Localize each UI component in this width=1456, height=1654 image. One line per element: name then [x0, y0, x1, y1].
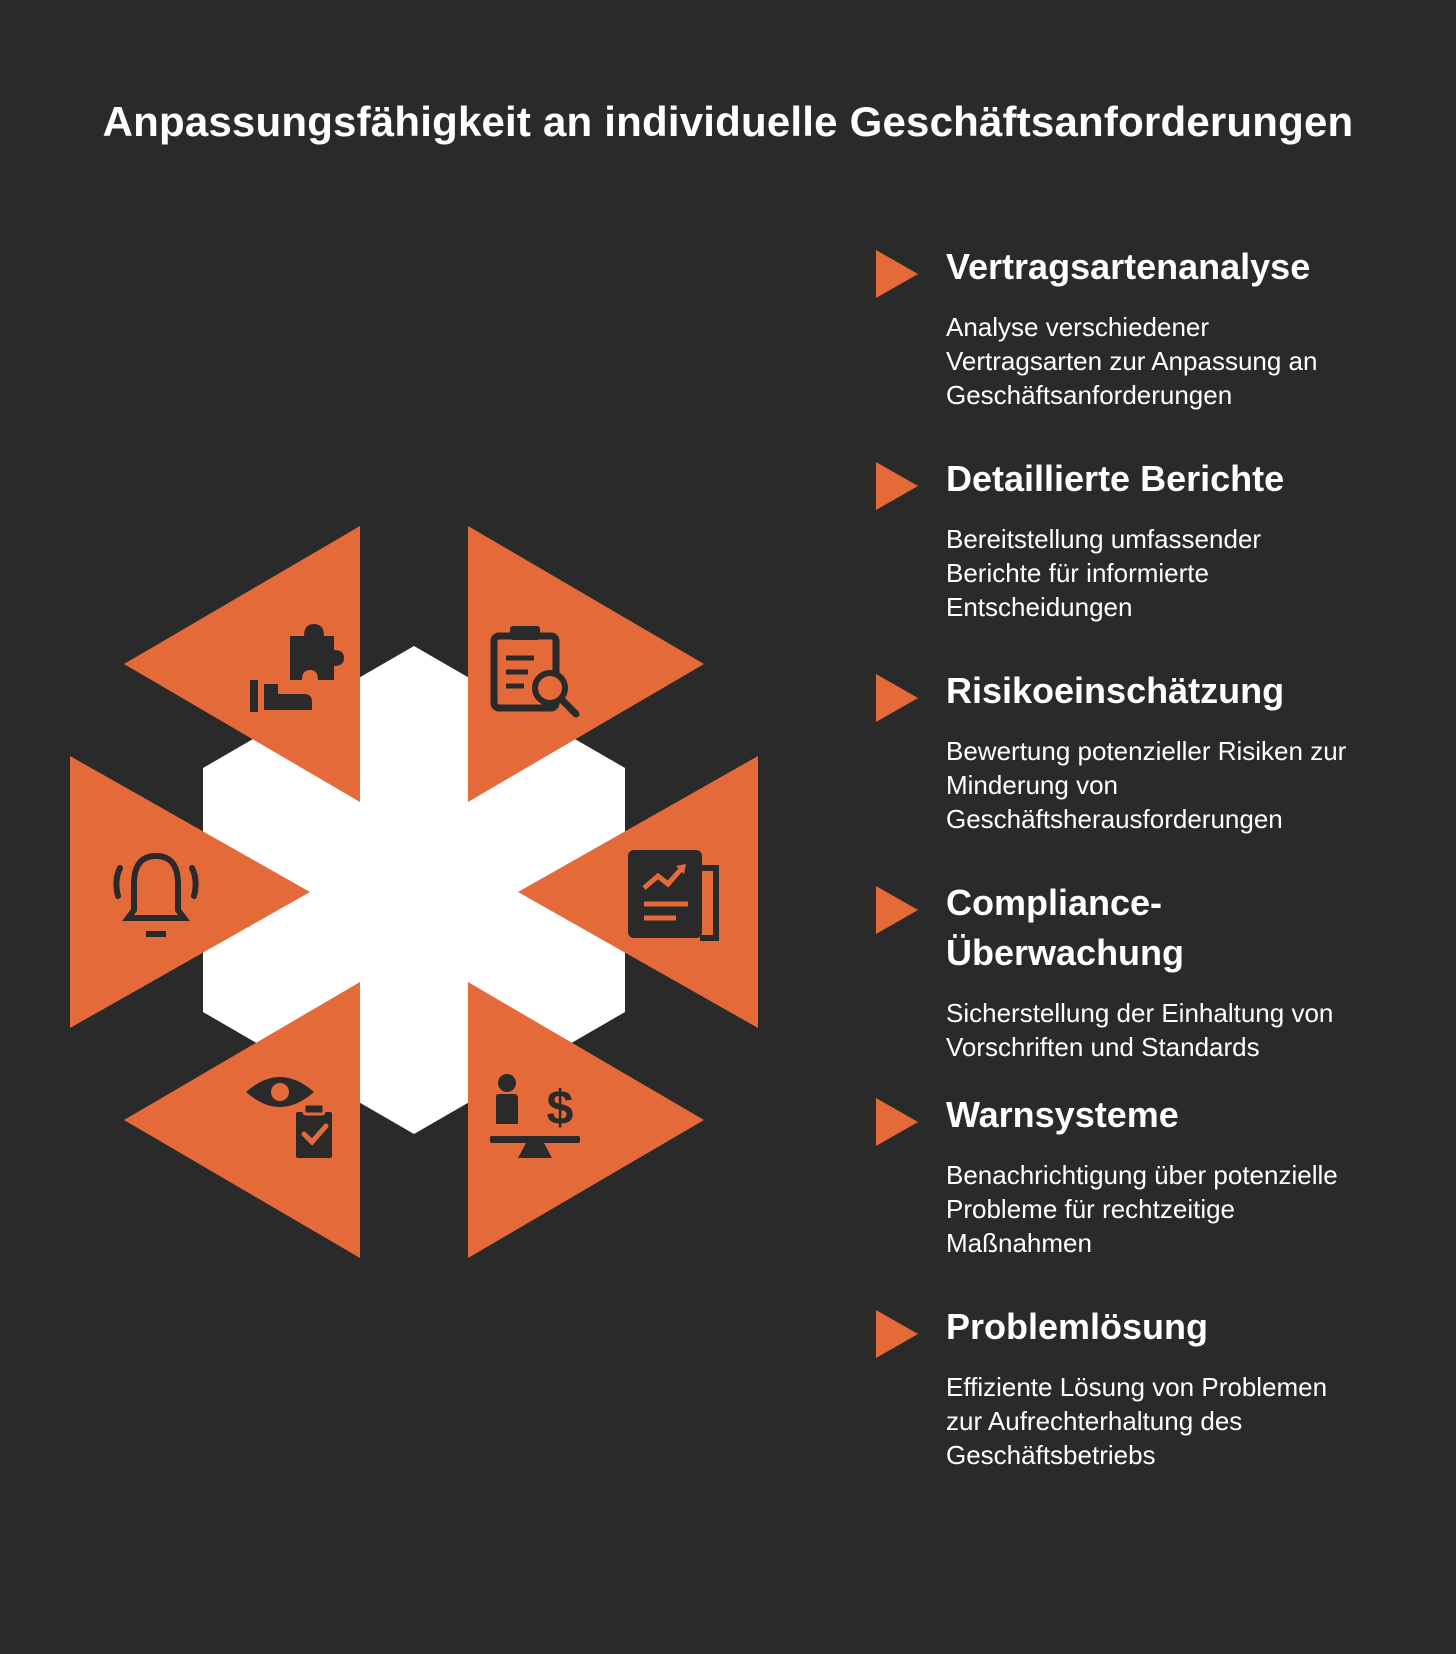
item-title: Risikoeinschätzung: [946, 670, 1285, 711]
item-title: Vertragsartenanalyse: [946, 246, 1311, 287]
feature-list: [870, 240, 1430, 1512]
item-description: Bewertung potenzieller Risiken zur Minderung von Geschäftsherausforderungen: [946, 736, 1347, 834]
list-item: [870, 240, 1430, 452]
list-item: [870, 876, 1430, 1088]
item-title: Warnsysteme: [946, 1094, 1179, 1135]
item-description: Sicherstellung der Einhaltung von Vorschriften und Standards: [946, 998, 1334, 1062]
list-item: [870, 1300, 1430, 1512]
arrow-icon: [876, 1310, 918, 1358]
item-description: Effiziente Lösung von Problemen zur Aufrechterhaltung des Geschäftsbetriebs: [946, 1372, 1328, 1470]
list-item: [870, 452, 1430, 664]
arrow-icon: [876, 462, 918, 510]
item-title: Compliance- Überwachung: [946, 882, 1185, 973]
arrow-icon: [876, 1098, 918, 1146]
svg-text:$: $: [546, 1082, 574, 1135]
item-description: Bereitstellung umfassender Berichte für informierte Entscheidungen: [946, 524, 1262, 622]
item-title: Problemlösung: [946, 1306, 1209, 1347]
page-title: Anpassungsfähigkeit an individuelle Geschäftsanforderungen: [102, 98, 1354, 145]
list-item: [870, 1088, 1430, 1300]
item-description: Benachrichtigung über potenzielle Probleme für rechtzeitige Maßnahmen: [946, 1160, 1338, 1258]
arrow-icon: [876, 674, 918, 722]
arrow-icon: [876, 250, 918, 298]
item-title: Detaillierte Berichte: [946, 458, 1285, 499]
list-item: [870, 664, 1430, 876]
arrow-icon: [876, 886, 918, 934]
item-description: Analyse verschiedener Vertragsarten zur Anpassung an Geschäftsanforderungen: [946, 312, 1318, 410]
